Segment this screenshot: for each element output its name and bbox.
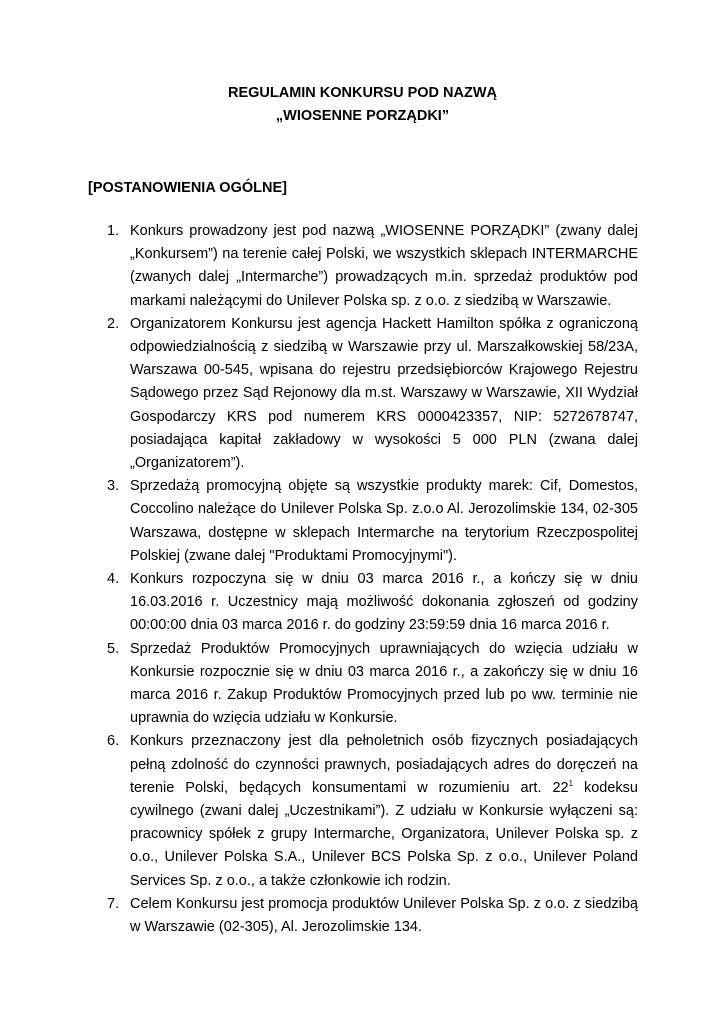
item-number: 6. — [107, 733, 120, 750]
document-title-line-2: „WIOSENNE PORZĄDKI” — [275, 108, 450, 124]
item-text: Konkurs rozpoczyna się w dniu 03 marca 2016 r., a kończy się w dniu 16.03.2016 r. Uczestnicy mają możliwość dokonania zgłoszeń od godziny 00:00:00 dnia 03 marca 2016 r. do godziny 23:59:59 dnia 16 marca 2016 r. — [130, 571, 638, 634]
item-text: Celem Konkursu jest promocja produktów Unilever Polska Sp. z o.o. z siedzibą w Warszawie (02-305), Al. Jerozolimskie 134. — [130, 895, 638, 936]
item-number: 2. — [107, 315, 120, 332]
list-item — [88, 313, 638, 475]
list-item — [88, 730, 638, 892]
item-number: 1. — [107, 223, 120, 239]
list-item — [88, 638, 638, 731]
section-heading: [POSTANOWIENIA OGÓLNE] — [88, 180, 287, 196]
list-item — [88, 220, 638, 313]
item-text-before: Konkurs przeznaczony jest dla pełnoletnich osób fizycznych posiadających pełną zdolność do czynności prawnych, posiadających adres do doręczeń na terenie Polski, będących konsumentami w rozumieniu art. 22 — [130, 733, 638, 796]
list-item — [88, 893, 638, 939]
item-number: 5. — [107, 640, 120, 657]
superscript: 1 — [568, 779, 574, 789]
item-text: Konkurs prowadzony jest pod nazwą „WIOSENNE PORZĄDKI” (zwany dalej „Konkursem”) na terenie całej Polski, we wszystkich sklepach INTERMARCHE (zwanych dalej „Intermarche”) prowadzących m.in. sprzedaż produktów pod markami należącymi do Unilever Polska sp. z o.o. z siedzibą w Warszawie. — [130, 223, 638, 309]
document-title-line-1: REGULAMIN KONKURSU POD NAZWĄ — [227, 85, 498, 101]
rules-list — [88, 220, 638, 939]
item-number: 4. — [107, 571, 120, 588]
list-item — [88, 568, 638, 638]
item-text-after: kodeksu cywilnego (zwani dalej „Uczestnikami”). Z udziału w Konkursie wyłączeni są: pracownicy spółek z grupy Intermarche, Organizatora, Unilever Polska sp. z o.o., Unilever Polska S.A., Unilever BCS Polska Sp. z o.o., Unilever Poland Services Sp. z o.o., a także członkowie ich rodzin. — [130, 779, 638, 889]
item-text: Sprzedaż Produktów Promocyjnych uprawniających do wzięcia udziału w Konkursie rozpocznie się w dniu 03 marca 2016 r., a zakończy się w dniu 16 marca 2016 r. Zakup Produktów Promocyjnych przed lub po ww. terminie nie uprawnia do wzięcia udziału w Konkursie. — [130, 640, 638, 727]
item-text: Organizatorem Konkursu jest agencja Hackett Hamilton spółka z ograniczoną odpowiedzialnością z siedzibą w Warszawie przy ul. Marszałkowskiej 58/23A, Warszawa 00-545, wpisana do rejestru przedsiębiorców Krajowego Rejestru Sądowego przez Sąd Rejonowy dla m.st. Warszawy w Warszawie, XII Wydział Gospodarczy KRS pod numerem KRS 0000423357, NIP: 5272678747, posiadająca kapitał zakładowy w wysokości 5 000 PLN (zwana dalej „Organizatorem”). — [130, 315, 638, 472]
item-text: Sprzedażą promocyjną objęte są wszystkie produkty marek: Cif, Domestos, Coccolino należące do Unilever Polska Sp. z.o.o Al. Jerozolimskie 134, 02-305 Warszawa, dostępne w sklepach Intermarche na terytorium Rzeczpospolitej Polskiej (zwane dalej "Produktami Promocyjnymi"). — [130, 478, 638, 564]
item-number: 3. — [107, 478, 120, 495]
item-number: 7. — [107, 895, 120, 912]
list-item — [88, 475, 638, 568]
